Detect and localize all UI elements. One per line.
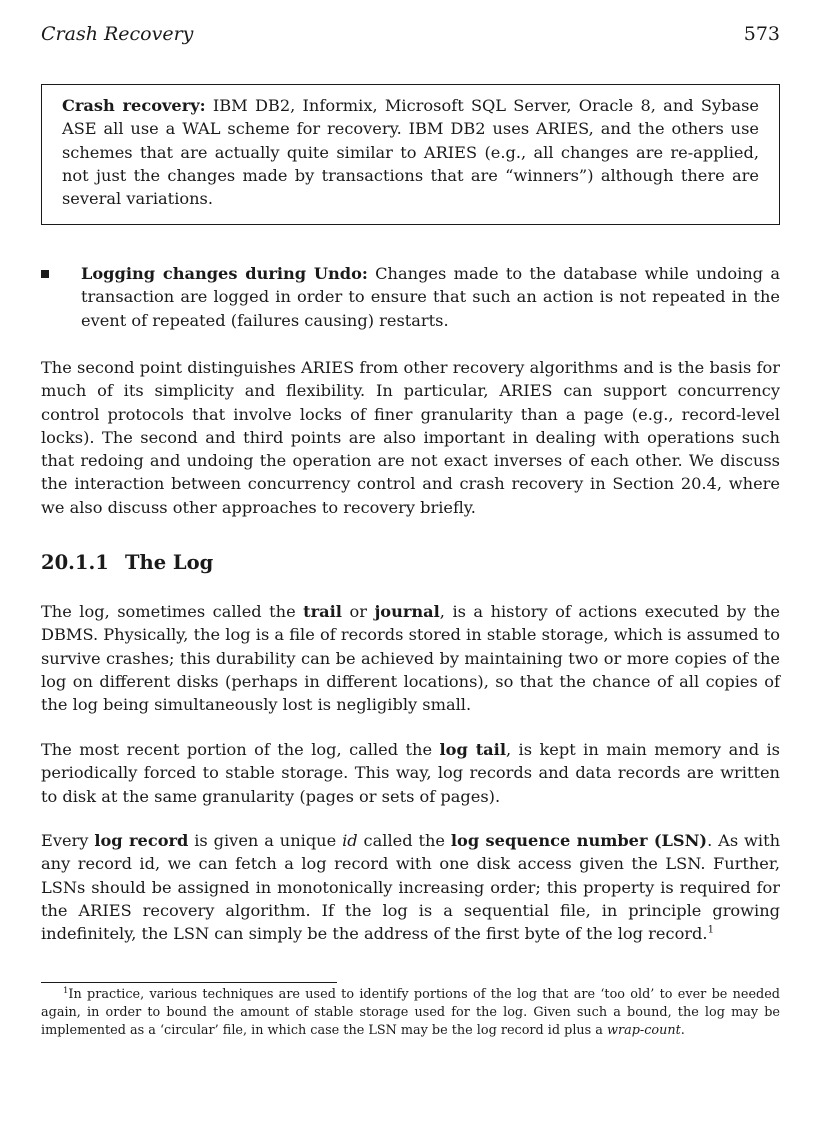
bullet-body: Changes made to the database while undoing a transaction are logged in order to ensure that such an action is not repeated in the event of repeated (failures causing) restarts. (81, 264, 780, 330)
text-run: , is kept in main memory and is periodically forced to stable storage. This way, log records and data records are written to disk at the same granularity (pages or sets of pages). (41, 740, 780, 806)
text-run: or (341, 602, 375, 621)
term-trail: trail (303, 602, 342, 621)
footnote (41, 986, 780, 1039)
term-lsn: log sequence number (LSN) (450, 831, 708, 850)
running-title: Crash Recovery (41, 23, 194, 45)
bullet-text (81, 262, 780, 332)
boxed-note (41, 84, 780, 225)
text-run: In practice, various techniques are used to identify portions of the log that are ‘too old’ to ever be needed again, in order to bound the amount of stable storage used for the log. Given such a bound, the log may be implemented as a ‘circular’ file, in which case the LSN may be the log record id plus a (41, 987, 780, 1038)
section-number: 20.1.1 (41, 551, 109, 574)
text-run: . As with any record id, we can fetch a log record with one disk access given the LSN. Further, LSNs should be assigned in monotonically increasing order; this property is required for the ARIES recovery algorithm. If the log is a sequential file, in principle growing indefinitely, the LSN can simply be the address of the first byte of the log record. (41, 831, 780, 944)
footnote-mark: 1 (63, 985, 69, 996)
footnote-rule (41, 982, 337, 983)
text-run: The log, sometimes called the (41, 602, 304, 621)
paragraph-log-definition (41, 600, 780, 716)
text-run: The most recent portion of the log, called the (41, 740, 440, 759)
paragraph-log-tail (41, 738, 780, 808)
boxed-note-lead: Crash recovery: (62, 96, 206, 115)
bullet-lead: Logging changes during Undo: (81, 264, 368, 283)
paragraph-lsn (41, 829, 780, 945)
term-wrap-count: wrap-count (607, 1022, 681, 1038)
square-bullet-icon (41, 270, 49, 278)
text-run: , is a history of actions executed by the DBMS. Physically, the log is a file of records stored in stable storage, which is assumed to survive crashes; this durability can be achieved by maintaining two or more copies of the log on different disks (perhaps in different locations), so that the chance of all copies of the log being simultaneously lost is negligibly small. (41, 602, 780, 715)
term-journal: journal (374, 602, 440, 621)
section-title: The Log (125, 551, 214, 574)
section-heading (41, 550, 213, 576)
text-run: . (680, 1022, 685, 1038)
footnote-reference: 1 (707, 924, 714, 936)
text-run: Every (41, 831, 95, 850)
boxed-note-text: IBM DB2, Informix, Microsoft SQL Server, Oracle 8, and Sybase ASE all use a WAL scheme for recovery. IBM DB2 uses ARIES, and the others use schemes that are actually quite similar to ARIES (e.g., all changes are re-applied, not just the changes made by transactions that are “winners”) although there are several variations. (62, 96, 759, 209)
running-head (41, 22, 780, 46)
paragraph-aries-points: The second point distinguishes ARIES from other recovery algorithms and is the basis for much of its simplicity and flexibility. In particular, ARIES can support concurrency control protocols that involve locks of finer granularity than a page (e.g., record-level locks). The second and third points are also important in dealing with operations such that redoing and undoing the operation are not exact inverses of each other. We discuss the interaction between concurrency control and crash recovery in Section 20.4, where we also discuss other approaches to recovery briefly. (41, 358, 780, 517)
text-run: called the (357, 831, 451, 850)
term-log-tail: log tail (439, 740, 506, 759)
term-id: id (342, 831, 358, 850)
term-log-record: log record (94, 831, 189, 850)
bullet-item (41, 262, 780, 332)
page-number: 573 (743, 23, 780, 45)
text-run: is given a unique (188, 831, 343, 850)
